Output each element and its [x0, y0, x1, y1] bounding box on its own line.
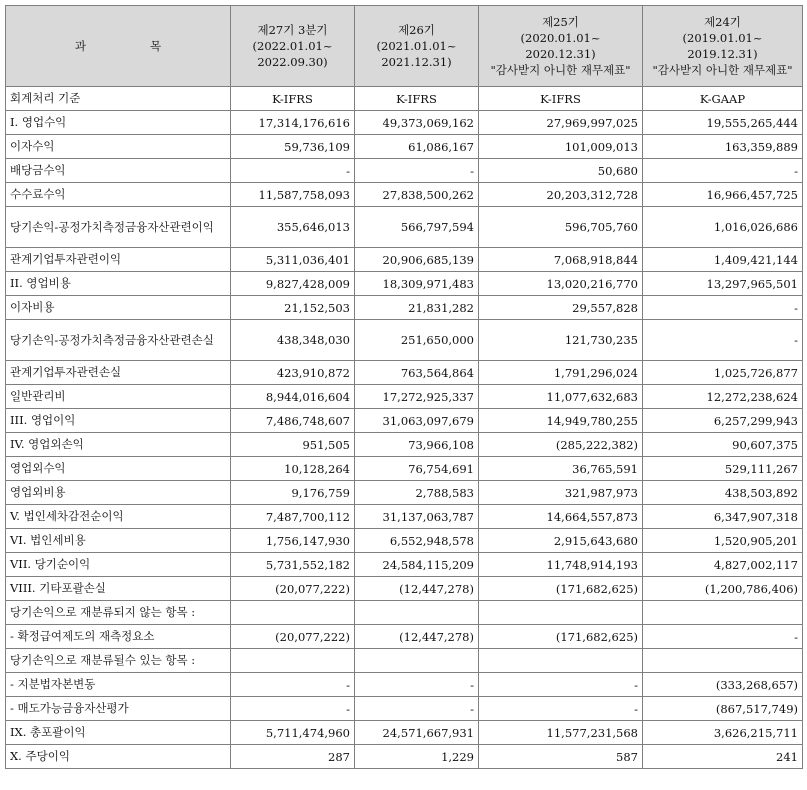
row-value: 1,229: [355, 745, 479, 769]
row-label: IV. 영업외손익: [6, 433, 231, 457]
row-value: -: [643, 320, 803, 361]
row-label: 배당금수익: [6, 159, 231, 183]
table-body: [6, 87, 803, 769]
row-value: 13,020,216,770: [479, 272, 643, 296]
row-value: 61,086,167: [355, 135, 479, 159]
row-value: 17,272,925,337: [355, 385, 479, 409]
row-value: 73,966,108: [355, 433, 479, 457]
period-header-24: [643, 6, 803, 87]
row-value: 3,626,215,711: [643, 721, 803, 745]
row-label: 관계기업투자관련손실: [6, 361, 231, 385]
period-to: 2019.12.31): [687, 47, 758, 61]
row-value: 9,176,759: [231, 481, 355, 505]
table-row: [6, 433, 803, 457]
row-value: 59,736,109: [231, 135, 355, 159]
table-row: [6, 320, 803, 361]
table-row: [6, 183, 803, 207]
row-value: 76,754,691: [355, 457, 479, 481]
row-value: -: [479, 697, 643, 721]
row-value: 763,564,864: [355, 361, 479, 385]
row-value: [643, 649, 803, 673]
period-from: (2021.01.01~: [376, 39, 457, 53]
row-label: - 매도가능금융자산평가: [6, 697, 231, 721]
row-label: VI. 법인세비용: [6, 529, 231, 553]
row-label: 수수료수익: [6, 183, 231, 207]
row-value: 251,650,000: [355, 320, 479, 361]
standards-label: 회계처리 기준: [6, 87, 231, 111]
row-label: I. 영업수익: [6, 111, 231, 135]
row-value: 49,373,069,162: [355, 111, 479, 135]
period-note: "감사받지 아니한 재무제표": [652, 63, 793, 77]
row-label: - 확정급여제도의 재측정요소: [6, 625, 231, 649]
row-label: 일반관리비: [6, 385, 231, 409]
row-value: 1,756,147,930: [231, 529, 355, 553]
period-name: 제24기: [704, 15, 741, 29]
row-value: 19,555,265,444: [643, 111, 803, 135]
row-value: -: [479, 673, 643, 697]
row-label: III. 영업이익: [6, 409, 231, 433]
row-label: 당기손익-공정가치측정금융자산관련손실: [6, 320, 231, 361]
row-value: 1,016,026,686: [643, 207, 803, 248]
table-row: [6, 409, 803, 433]
row-value: 31,137,063,787: [355, 505, 479, 529]
row-value: 17,314,176,616: [231, 111, 355, 135]
table-row: [6, 385, 803, 409]
period-from: (2022.01.01~: [252, 39, 333, 53]
table-row: [6, 721, 803, 745]
table-row: [6, 207, 803, 248]
period-name: 제26기: [398, 23, 435, 37]
row-value: 14,949,780,255: [479, 409, 643, 433]
table-row: [6, 111, 803, 135]
row-value: -: [643, 296, 803, 320]
table-row: [6, 625, 803, 649]
row-value: -: [231, 673, 355, 697]
row-label: 영업외수익: [6, 457, 231, 481]
row-value: 587: [479, 745, 643, 769]
row-label: 이자비용: [6, 296, 231, 320]
table-row: [6, 673, 803, 697]
row-value: 566,797,594: [355, 207, 479, 248]
row-value: -: [231, 697, 355, 721]
table-row: [6, 505, 803, 529]
row-value: 5,731,552,182: [231, 553, 355, 577]
row-value: 27,838,500,262: [355, 183, 479, 207]
table-row: [6, 272, 803, 296]
row-value: 50,680: [479, 159, 643, 183]
row-value: 6,552,948,578: [355, 529, 479, 553]
row-value: [479, 649, 643, 673]
row-value: 20,906,685,139: [355, 248, 479, 272]
table-row: [6, 457, 803, 481]
row-value: [355, 601, 479, 625]
row-value: -: [643, 625, 803, 649]
subject-header-char-2: 목: [150, 39, 162, 53]
row-value: 6,347,907,318: [643, 505, 803, 529]
period-from: (2019.01.01~: [682, 31, 763, 45]
row-value: -: [643, 159, 803, 183]
row-value: 287: [231, 745, 355, 769]
row-value: 21,831,282: [355, 296, 479, 320]
row-label: 영업외비용: [6, 481, 231, 505]
row-label: VIII. 기타포괄손실: [6, 577, 231, 601]
row-value: 18,309,971,483: [355, 272, 479, 296]
header-row: [6, 6, 803, 87]
row-label: 당기손익으로 재분류될수 있는 항목 :: [6, 649, 231, 673]
row-label: - 지분법자본변동: [6, 673, 231, 697]
row-value: 5,711,474,960: [231, 721, 355, 745]
table-row: [6, 248, 803, 272]
row-value: 951,505: [231, 433, 355, 457]
standard-value: K-GAAP: [643, 87, 803, 111]
period-name: 제25기: [542, 15, 579, 29]
row-value: 11,587,758,093: [231, 183, 355, 207]
row-value: (20,077,222): [231, 577, 355, 601]
row-value: [643, 601, 803, 625]
row-value: 90,607,375: [643, 433, 803, 457]
row-value: 1,520,905,201: [643, 529, 803, 553]
row-value: [355, 649, 479, 673]
row-value: 11,077,632,683: [479, 385, 643, 409]
row-value: 1,409,421,144: [643, 248, 803, 272]
subject-header-char-1: 과: [74, 39, 86, 53]
row-value: 16,966,457,725: [643, 183, 803, 207]
row-value: 121,730,235: [479, 320, 643, 361]
row-value: 14,664,557,873: [479, 505, 643, 529]
row-value: (1,200,786,406): [643, 577, 803, 601]
row-value: 7,486,748,607: [231, 409, 355, 433]
row-value: 7,068,918,844: [479, 248, 643, 272]
row-value: (171,682,625): [479, 625, 643, 649]
row-value: 438,348,030: [231, 320, 355, 361]
row-value: 12,272,238,624: [643, 385, 803, 409]
row-label: 이자수익: [6, 135, 231, 159]
standard-value: K-IFRS: [355, 87, 479, 111]
period-header-26: [355, 6, 479, 87]
row-value: 355,646,013: [231, 207, 355, 248]
income-statement-table: [5, 5, 803, 769]
row-value: 24,571,667,931: [355, 721, 479, 745]
row-value: (12,447,278): [355, 625, 479, 649]
row-label: X. 주당이익: [6, 745, 231, 769]
standard-value: K-IFRS: [231, 87, 355, 111]
row-value: (20,077,222): [231, 625, 355, 649]
table-row: [6, 577, 803, 601]
row-value: 7,487,700,112: [231, 505, 355, 529]
row-value: (285,222,382): [479, 433, 643, 457]
row-value: -: [355, 697, 479, 721]
row-value: [231, 649, 355, 673]
table-row: [6, 296, 803, 320]
row-value: 13,297,965,501: [643, 272, 803, 296]
row-value: 21,152,503: [231, 296, 355, 320]
row-value: -: [355, 673, 479, 697]
row-value: 10,128,264: [231, 457, 355, 481]
row-value: 596,705,760: [479, 207, 643, 248]
row-value: 11,748,914,193: [479, 553, 643, 577]
row-value: 529,111,267: [643, 457, 803, 481]
table-row: [6, 529, 803, 553]
row-value: 423,910,872: [231, 361, 355, 385]
row-value: [479, 601, 643, 625]
row-value: 8,944,016,604: [231, 385, 355, 409]
standards-row: [6, 87, 803, 111]
period-note: "감사받지 아니한 재무제표": [490, 63, 631, 77]
period-to: 2021.12.31): [381, 55, 452, 69]
row-value: (333,268,657): [643, 673, 803, 697]
row-label: V. 법인세차감전순이익: [6, 505, 231, 529]
row-value: 36,765,591: [479, 457, 643, 481]
row-value: -: [355, 159, 479, 183]
row-value: 1,025,726,877: [643, 361, 803, 385]
row-value: 321,987,973: [479, 481, 643, 505]
row-value: 29,557,828: [479, 296, 643, 320]
row-value: (12,447,278): [355, 577, 479, 601]
table-row: [6, 481, 803, 505]
table-row: [6, 361, 803, 385]
row-value: 101,009,013: [479, 135, 643, 159]
row-value: (867,517,749): [643, 697, 803, 721]
period-to: 2022.09.30): [257, 55, 328, 69]
row-label: 당기손익-공정가치측정금융자산관련이익: [6, 207, 231, 248]
subject-header: [6, 6, 231, 87]
row-label: II. 영업비용: [6, 272, 231, 296]
table-row: [6, 135, 803, 159]
row-value: 11,577,231,568: [479, 721, 643, 745]
row-value: 31,063,097,679: [355, 409, 479, 433]
row-value: -: [231, 159, 355, 183]
period-from: (2020.01.01~: [520, 31, 601, 45]
row-value: 1,791,296,024: [479, 361, 643, 385]
row-value: 6,257,299,943: [643, 409, 803, 433]
table-row: [6, 601, 803, 625]
row-value: 2,788,583: [355, 481, 479, 505]
row-value: 2,915,643,680: [479, 529, 643, 553]
period-header-25: [479, 6, 643, 87]
table-row: [6, 649, 803, 673]
table-row: [6, 553, 803, 577]
row-value: 438,503,892: [643, 481, 803, 505]
standard-value: K-IFRS: [479, 87, 643, 111]
period-name: 제27기 3분기: [257, 23, 328, 37]
row-value: 5,311,036,401: [231, 248, 355, 272]
row-value: 241: [643, 745, 803, 769]
period-to: 2020.12.31): [525, 47, 596, 61]
period-header-27q3: [231, 6, 355, 87]
row-label: IX. 총포괄이익: [6, 721, 231, 745]
row-value: 4,827,002,117: [643, 553, 803, 577]
row-value: [231, 601, 355, 625]
row-label: VII. 당기순이익: [6, 553, 231, 577]
row-value: (171,682,625): [479, 577, 643, 601]
row-value: 20,203,312,728: [479, 183, 643, 207]
table-row: [6, 159, 803, 183]
row-value: 24,584,115,209: [355, 553, 479, 577]
row-value: 163,359,889: [643, 135, 803, 159]
row-label: 관계기업투자관련이익: [6, 248, 231, 272]
table-row: [6, 697, 803, 721]
row-label: 당기손익으로 재분류되지 않는 항목 :: [6, 601, 231, 625]
row-value: 27,969,997,025: [479, 111, 643, 135]
table-row: [6, 745, 803, 769]
row-value: 9,827,428,009: [231, 272, 355, 296]
